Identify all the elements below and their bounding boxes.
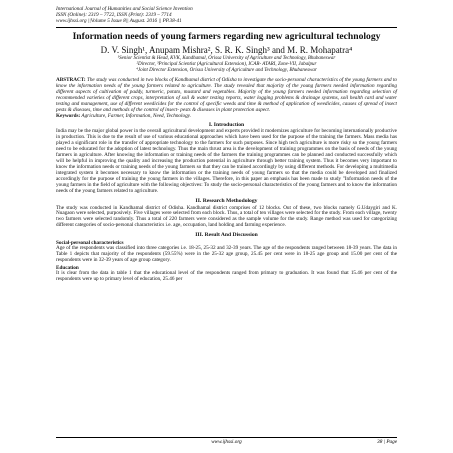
methodology-text: The study was conducted in Kandhamal district of Odisha. Kandhamal district comprises of 12 blocks. Out of these, two blocks namely G.Udaygiri and K. Nuagaon were selected, purposively. Five villages were selected from each block. Thus, a total of ten villages were selected for the study. From each village, twenty two farmers were selected randomly. Thus a total of 220 farmers were considered as the sample volume for the study. Range method was used for categorizing different categories of socio-personal characteristics i.e. age, occupation, land holding and farming experience. <box>56 204 397 229</box>
journal-name: International Journal of Humanities and Social Science Invention <box>56 6 193 12</box>
keywords-label: Keywords: <box>56 112 81 119</box>
section-heading-introduction: I. Introduction <box>208 121 245 128</box>
abstract <box>56 77 397 113</box>
affiliations <box>56 56 397 74</box>
footer-url[interactable]: www.ijhssi.org <box>211 439 242 445</box>
affiliation-3: ⁴Joint Director Extension, Orissa University of Agriculture and Technology, Bhubaneswar <box>136 67 317 73</box>
subheading-socio-personal: Social-personal characteristics <box>56 239 124 246</box>
header-rule <box>56 27 397 28</box>
page-footer <box>56 437 397 445</box>
keywords-text: Agriculture, Farmer, Information, Need, Technology. <box>81 112 191 119</box>
introduction-text: India may be the major global power in the overall agricultural development and experts provided it modernizes agriculture for becoming internationally productive in production. This is due to the result of use of various educational approaches which have been used for the purpose of the training the farmers. Mass media has played a significant role in the transfer of appropriate technology to the farmers for such purposes. Since high tech agriculture is more risky so the young farmers need to be educated for the adoption of latest technology. Thus the main thrust area is the development of training programmes on the basis of needs of the young farmers in agriculture. After knowing the information or training needs of the farmers the training programmes can be planned and conducted successfully which will be helpful in improving the quality and increasing the production potential in agriculture through better training system. Thus it becomes very important to know the information needs or training needs of the young farmers so that they can be trained accordingly by using different methods. For developing a multimedia integrated system it becomes necessary to know the information or the training needs of young farmers so that the media could be developed and finalized accordingly for the purpose of training the young farmers in the villages. Therefore, in this paper an emphasis has been made to study "Information needs of the young farmers in the field of agriculture with the following objectives: To study the socio-personal characteristics of the young farmers and to know the information needs of the young farmers related to agriculture. <box>56 128 397 194</box>
footer-page-number: 38 | Page <box>377 439 397 445</box>
education-text: It is clear from the data in table 1 that the educational level of the respondents ranged from primary to graduation. It was found that 15.46 per cent of the respondents were up to primary level of education, 25.46 per <box>56 270 397 283</box>
paper-authors: D. V. Singh¹, Anupam Mishra², S. R. K. Singh³ and M. R. Mohapatra⁴ <box>100 44 353 55</box>
paper-title: Information needs of young farmers regarding new agricultural technology <box>72 30 381 42</box>
section-heading-methodology: II. Research Methodology <box>195 197 258 204</box>
affiliation-1: ¹Senior Scientist & Head, KVK, Kandhamal, Orissa University of Agriculture and Technology, Bhubaneswar <box>117 56 336 62</box>
journal-header <box>56 6 397 25</box>
keywords <box>56 113 397 119</box>
subheading-education: Education <box>56 264 79 271</box>
affiliation-2: ²Director, ³Principal Scientist (Agricultural Extension), ICAR- ATARI, Zone-VII, Jabalpur <box>136 62 317 68</box>
section-heading-results: III. Result And Discussion <box>195 232 258 239</box>
socio-personal-text: Age of the respondents was classified into three categories i.e. 18-25, 25-32 and 32-39 years. The age of the respondents ranged between 18-39 years. The data in Table 1 depicts that majority of the respondents (59.55%) were in the 25-32 age group, 25.45 per cent were in 18-25 age group and 15.00 per cent of the respondents were in 32-39 years of age group category. <box>56 245 397 264</box>
abstract-label: ABSTRACT: <box>56 76 86 83</box>
abstract-text: The study was conducted in two blocks of Kandhamal district of Odisha to investigate the socio-personal characteristics of the young farmers and to know the information needs of the young farmers related to agriculture. The study revealed that majority of the young farmers needed information regarding different aspects of cultivation of paddy, turmeric, potato, mustard and vegetables. Majority of the young farmers needed information regarding selection of recommended varieties of different crops, interpretation of soil & water testing reports, water logging problems & drainage systems, soil health card and water testing and management, use of different weedicides for the control of specific weeds and time & method of application of weedicides, causes of spread of insect pests & diseases, time and methods of the control of insect- pests & diseases in plant protection aspect. <box>56 76 398 113</box>
journal-issn: ISSN (Online): 2319 – 7722, ISSN (Print): 2319 – 7714 <box>56 12 172 19</box>
journal-volume: www.ijhssi.org ||Volume 5 Issue 8|| August. 2016 || PP.38-41 <box>56 18 182 25</box>
